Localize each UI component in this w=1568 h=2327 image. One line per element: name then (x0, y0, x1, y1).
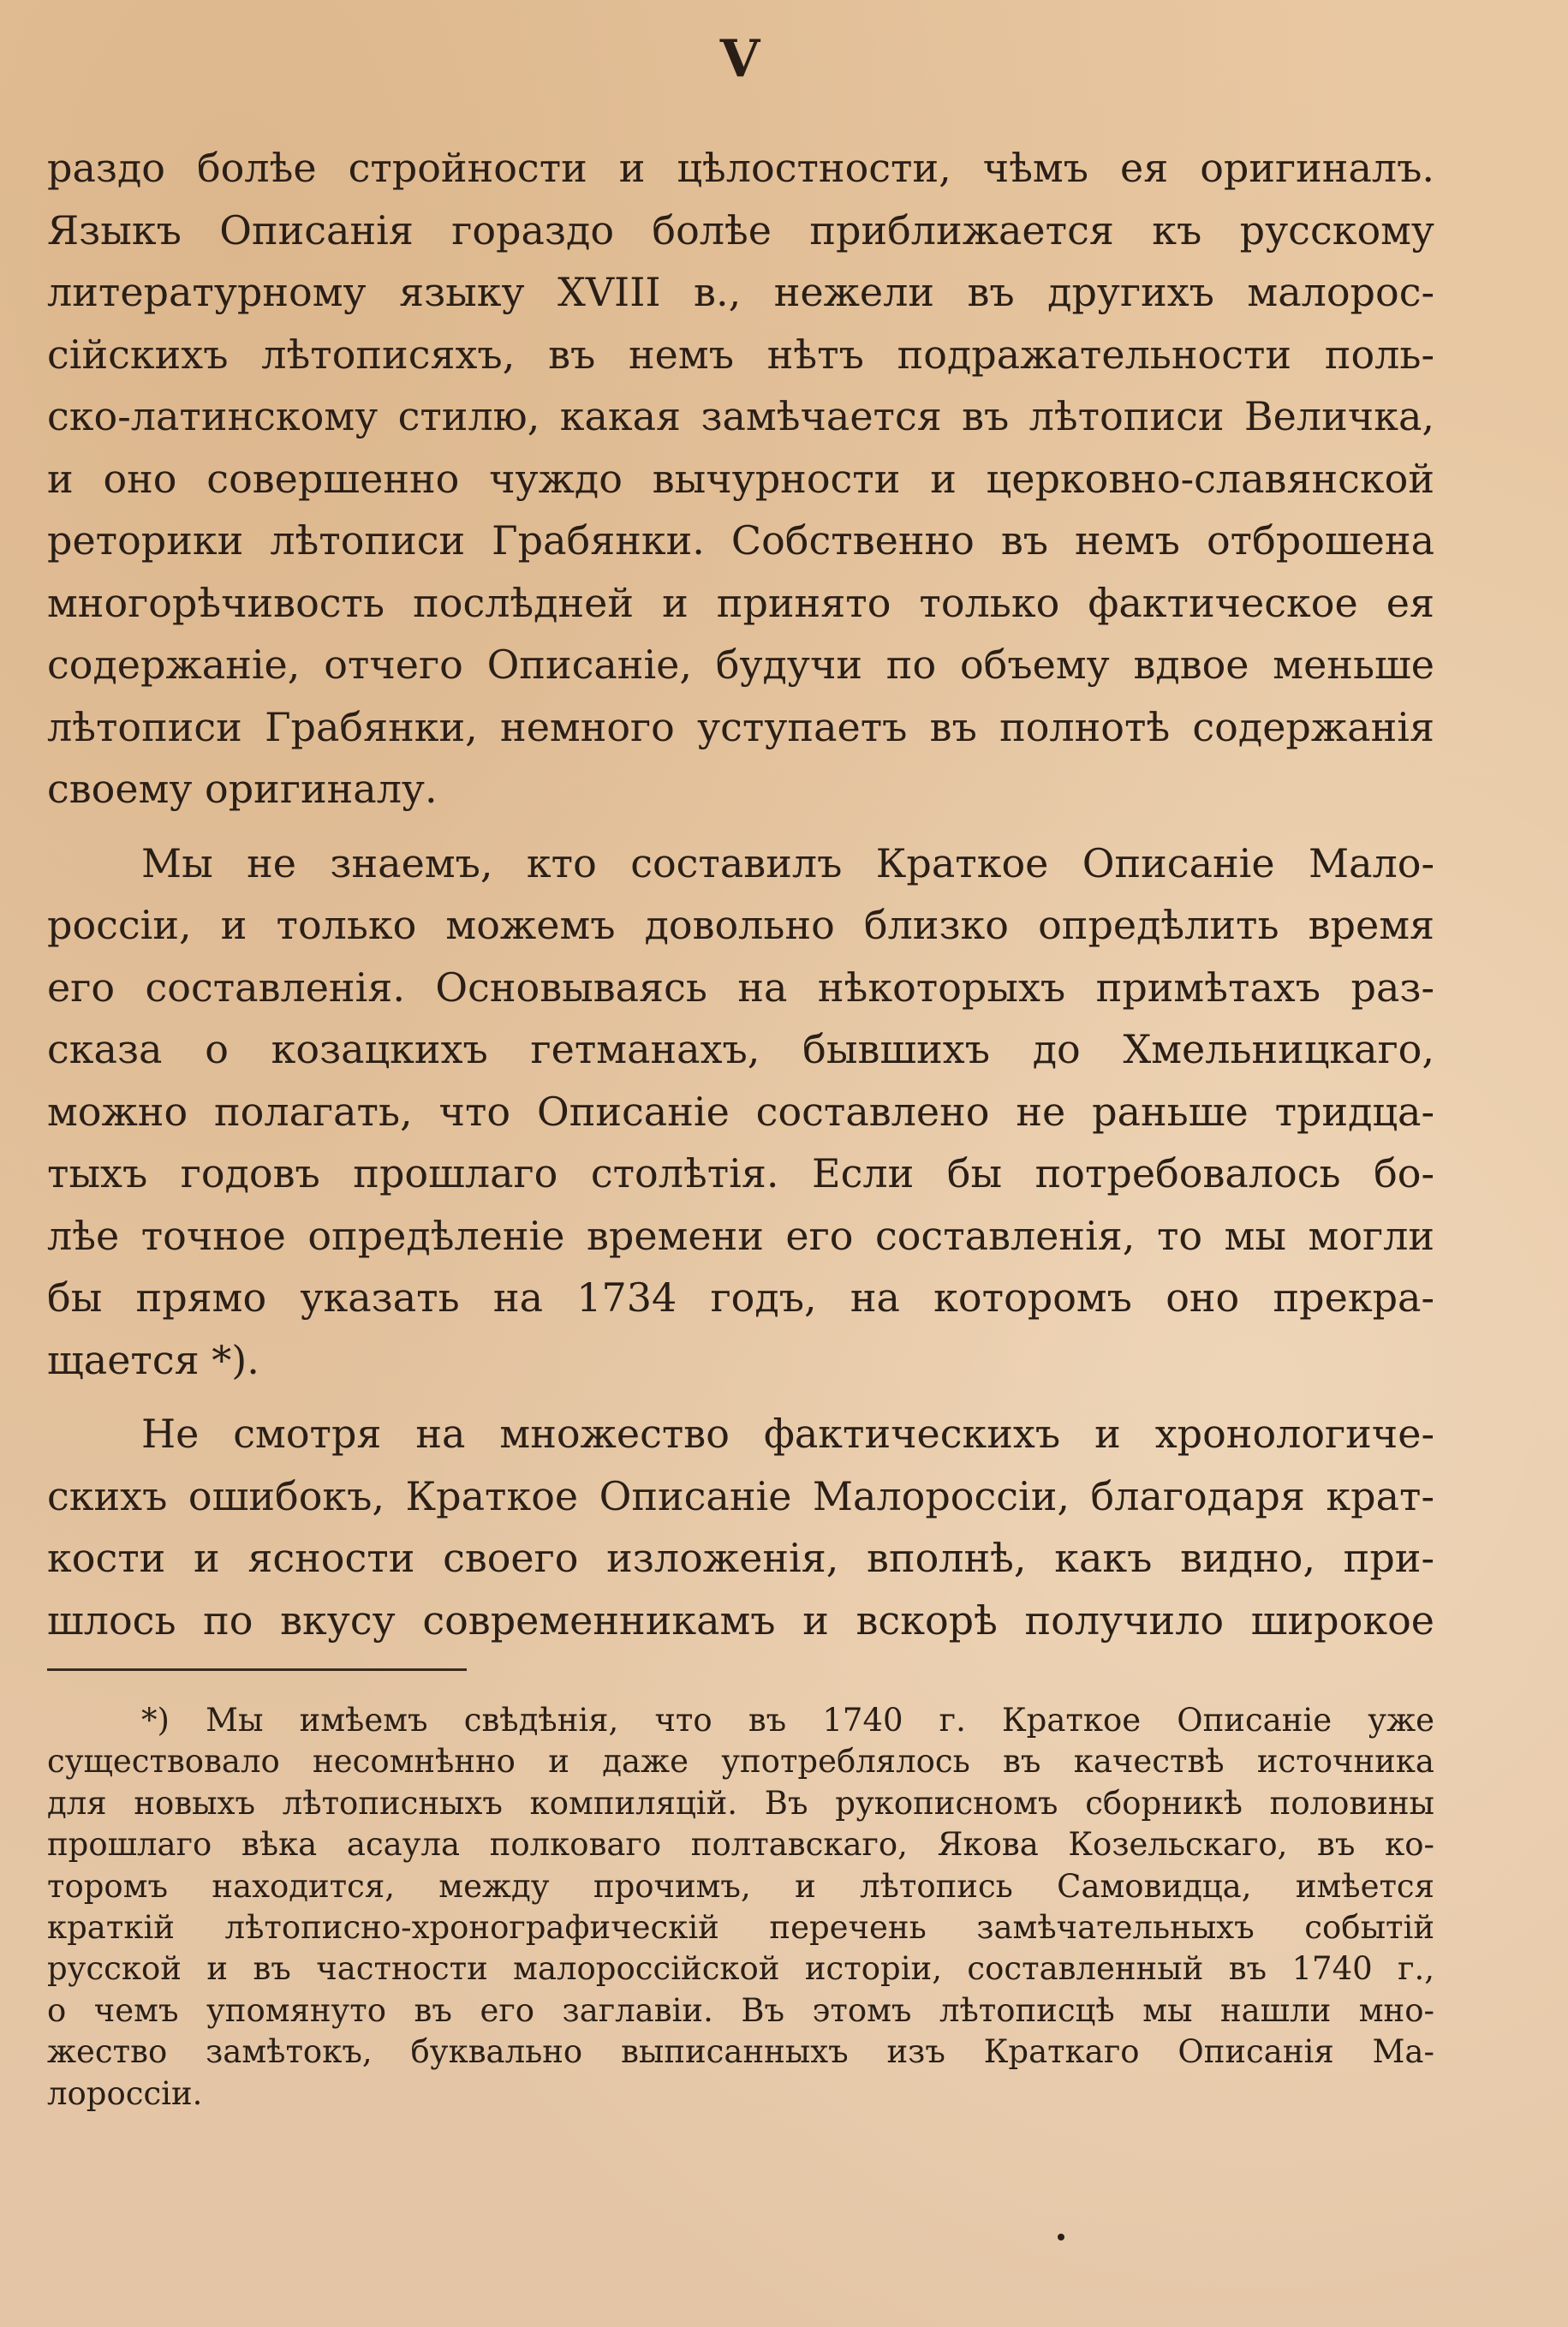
text-line: россіи, и только можемъ довольно близко опредѣлить время (47, 902, 1434, 948)
text-line: Языкъ Описанія гораздо болѣе приближается къ русскому (47, 206, 1434, 254)
page-number: V (719, 29, 762, 89)
text-line: Мы не знаемъ, кто составилъ Краткое Описаніе Мало- (141, 839, 1434, 886)
footnote-line: лороссіи. (47, 2074, 203, 2112)
text-line: Не смотря на множество фактическихъ и хронологиче- (141, 1411, 1434, 1457)
footnote-line: торомъ находится, между прочимъ, и лѣтопись Самовидца, имѣется (47, 1867, 1434, 1905)
ink-dot (1058, 2234, 1064, 2240)
text-line: кости и ясности своего изложенія, вполнѣ, какъ видно, при- (47, 1535, 1434, 1581)
text-line: шлось по вкусу современникамъ и вскорѣ получило широкое (47, 1596, 1434, 1644)
paragraph-gap (47, 1391, 1434, 1403)
footnote-line: *) Мы имѣемъ свѣдѣнія, что въ 1740 г. Краткое Описаніе уже (141, 1702, 1434, 1739)
text-line: лѣе точное опредѣленіе времени его составленія, то мы могли (47, 1212, 1434, 1259)
text-line: сказа о козацкихъ гетманахъ, бывшихъ до Хмельницкаго, (47, 1026, 1434, 1072)
footnote-line: краткій лѣтописно-хронографическій перечень замѣчательныхъ событій (47, 1908, 1434, 1946)
text-line: реторики лѣтописи Грабянки. Собственно въ немъ отброшена (47, 517, 1434, 564)
text-line: своему оригиналу. (47, 766, 438, 812)
text-line: литературному языку XVIII в., нежели въ другихъ малорос- (47, 269, 1434, 315)
footnote (47, 1700, 1434, 2115)
footnote-line: прошлаго вѣка асаула полковаго полтавскаго, Якова Козельскаго, въ ко- (47, 1826, 1434, 1864)
text-line: можно полагать, что Описаніе составлено не раньше тридца- (47, 1088, 1434, 1135)
text-line: тыхъ годовъ прошлаго столѣтія. Если бы потребовалось бо- (47, 1150, 1434, 1196)
footnote-line: жество замѣтокъ, буквально выписанныхъ изъ Краткаго Описанія Ма- (47, 2033, 1434, 2071)
text-line: сійскихъ лѣтописяхъ, въ немъ нѣтъ подражательности поль- (47, 331, 1434, 378)
text-line: лѣтописи Грабянки, немного уступаетъ въ полнотѣ содержанія (47, 703, 1434, 750)
footnote-line: о чемъ упомянуто въ его заглавіи. Въ этомъ лѣтописцѣ мы нашли мно- (47, 1991, 1434, 2029)
text-line: ско-латинскому стилю, какая замѣчается въ лѣтописи Величка, (47, 393, 1434, 439)
book-page (47, 0, 1434, 2327)
text-line: его составленія. Основываясь на нѣкоторыхъ примѣтахъ раз- (47, 964, 1434, 1011)
text-line: раздо болѣе стройности и цѣлостности, чѣмъ ея оригиналъ. (47, 145, 1434, 191)
footnote-line: для новыхъ лѣтописныхъ компиляцій. Въ рукописномъ сборникѣ половины (47, 1784, 1434, 1822)
text-line: содержаніе, отчего Описаніе, будучи по объему вдвое меньше (47, 641, 1434, 688)
text-line: щается *). (47, 1336, 259, 1383)
footnote-divider (47, 1668, 467, 1671)
main-text (47, 137, 1434, 1651)
text-line: и оно совершенно чуждо вычурности и церковно-славянской (47, 455, 1434, 502)
footnote-line: существовало несомнѣнно и даже употреблялось въ качествѣ источника (47, 1743, 1434, 1781)
footnote-line: русской и въ частности малороссійской исторіи, составленный въ 1740 г., (47, 1950, 1434, 1988)
text-line: многорѣчивость послѣдней и принято только фактическое ея (47, 579, 1434, 626)
text-line: скихъ ошибокъ, Краткое Описаніе Малороссіи, благодаря крат- (47, 1472, 1434, 1519)
text-line: бы прямо указать на 1734 годъ, на которомъ оно прекра- (47, 1274, 1434, 1321)
paragraph-gap (47, 820, 1434, 832)
